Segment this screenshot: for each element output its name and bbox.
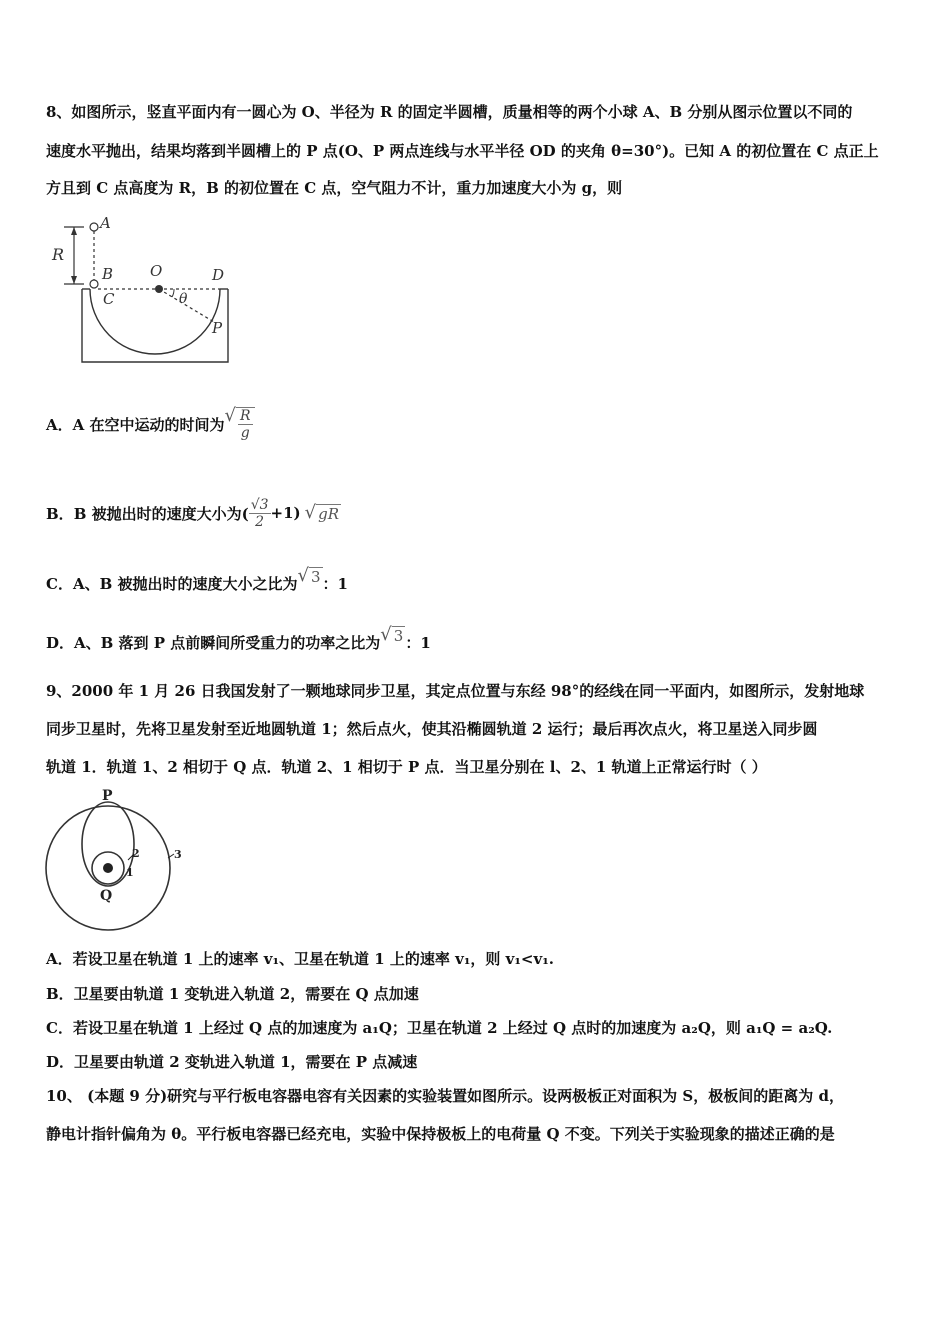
q8-option-d[interactable]: D． A、B 落到 P 点前瞬间所受重力的功率之比为 √ 3 ：1	[46, 623, 431, 652]
earth-dot	[103, 863, 113, 873]
q10-line-2: 静电计指针偏角为 θ。平行板电容器已经充电，实验中保持极板上的电荷量 Q 不变。下列关于实验现象的描述正确的是	[46, 1125, 835, 1143]
q8-line-2: 速度水平抛出，结果均落到半圆槽上的 P 点(O、P 两点连线与水平半径 OD 的夹角 θ=30°)。已知 A 的初位置在 C 点正上	[46, 142, 879, 160]
q10-line-1: 10、 (本题 9 分)研究与平行板电容器电容有关因素的实验装置如图所示。设两极板正对面积为 S，极板间的距离为 d，	[46, 1087, 844, 1105]
label-C: C	[103, 290, 115, 308]
q8-option-b[interactable]: B． B 被抛出时的速度大小为( $\frac{√3}{2}$ +1) √ gR	[46, 496, 340, 530]
fraction-sqrt3-over-2: $\frac{√3}{2}$	[250, 496, 269, 530]
label-P-orbit: P	[102, 788, 113, 804]
sqrt-r-over-g: √ $\frac{R}{g}$	[225, 407, 255, 441]
r-arrow-up	[71, 227, 77, 235]
q9-line-2: 同步卫星时，先将卫星发射至近地圆轨道 1；然后点火，使其沿椭圆轨道 2 运行；最后再次点火，将卫星送入同步圆	[46, 720, 818, 738]
q9-option-d[interactable]: D．卫星要由轨道 2 变轨进入轨道 1，需要在 P 点减速	[46, 1053, 418, 1071]
label-orbit-3: 3	[174, 848, 182, 861]
q8-option-c[interactable]: C． A、B 被抛出时的速度大小之比为 √ 3 ：1	[46, 564, 348, 593]
q9-orbit-figure	[42, 786, 192, 936]
label-R: R	[52, 245, 65, 264]
label-orbit-2: 2	[132, 847, 140, 860]
q8-line-3: 方且到 C 点高度为 R，B 的初位置在 C 点，空气阻力不计，重力加速度大小为 g，则	[46, 179, 623, 197]
q9-option-c[interactable]: C．若设卫星在轨道 1 上经过 Q 点的加速度为 a₁Q；卫星在轨道 2 上经过 Q 点时的加速度为 a₂Q，则 a₁Q = a₂Q.	[46, 1019, 833, 1037]
r-arrow-down	[71, 276, 77, 284]
q8-line-1: 8、如图所示，竖直平面内有一圆心为 O、半径为 R 的固定半圆槽，质量相等的两个小球 A、B 分别从图示位置以不同的	[46, 103, 853, 121]
label-P: P	[212, 319, 223, 337]
label-D: D	[212, 266, 225, 284]
label-orbit-1: 1	[126, 866, 134, 879]
sqrt-gr: √ gR	[304, 501, 340, 523]
q8-semicircle-figure	[46, 212, 246, 372]
ball-B	[90, 280, 98, 288]
q9-option-b[interactable]: B．卫星要由轨道 1 变轨进入轨道 2，需要在 Q 点加速	[46, 985, 419, 1003]
theta-arc	[172, 289, 174, 297]
q9-line-1: 9、2000 年 1 月 26 日我国发射了一颗地球同步卫星，其定点位置与东经 98°的经线在同一平面内，如图所示，发射地球	[46, 682, 865, 700]
q9-option-a[interactable]: A．若设卫星在轨道 1 上的速率 v₁、卫星在轨道 1 上的速率 v₁，则 v₁<v₁.	[46, 950, 555, 968]
label-theta: θ	[179, 291, 188, 307]
label-A: A	[100, 214, 111, 232]
sqrt-3-d: √ 3	[380, 623, 404, 645]
q8-option-a[interactable]: A． A 在空中运动的时间为 √ $\frac{R}{g}$	[46, 398, 255, 450]
ball-A	[90, 223, 98, 231]
label-O: O	[150, 262, 163, 280]
q9-line-3: 轨道 1．轨道 1、2 相切于 Q 点．轨道 2、1 相切于 P 点．当卫星分别在 l、2、1 轨道上正常运行时（ ）	[46, 758, 767, 776]
sqrt-3-c: √ 3	[297, 564, 321, 586]
label-B: B	[102, 265, 114, 283]
label-Q-orbit: Q	[100, 888, 113, 904]
